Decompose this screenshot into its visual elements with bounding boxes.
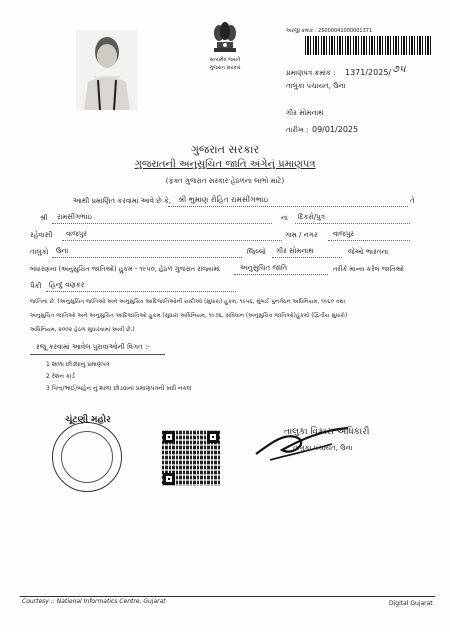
issue-date-label: તારીખ : xyxy=(286,126,309,134)
father-prefix: શ્રી xyxy=(40,214,48,222)
document-item: 1 શાળા છોડ્યાનું પ્રમાણપત્ર xyxy=(46,361,110,368)
seal-text: ચૂંટણી મહોર xyxy=(65,415,111,425)
application-number: અરજી ક્રમાંક : 25000041000001371 xyxy=(286,28,373,34)
village-town-label: ગામ / નગર xyxy=(285,231,318,239)
caste-category: અનુસુચિત જાતિ xyxy=(240,264,288,272)
footer-courtesy: Courtesy :: National Informatics Centre, Gujarat xyxy=(22,598,166,605)
district-name: ગીર સોમનાથ xyxy=(286,109,324,117)
emblem-caption-gov: ગુજરાત સરકાર xyxy=(209,65,241,71)
officer-office: તાલુકા પંચાયત, ઉના xyxy=(293,444,353,452)
district-value: ગીર સોમનાથ xyxy=(276,247,314,255)
state-emblem-icon xyxy=(208,18,242,56)
resident-label: રહેવાસી xyxy=(30,231,53,239)
issue-date: 09/01/2025 xyxy=(312,125,359,134)
document-item: 3 પિતા/ભાઈ/બહેન નું શાળા છોડવાનાં પ્રમાણપત્રની ખરી નકલ xyxy=(46,385,192,392)
category-suffix: તરીકે માન્ય કરેલ જાતિઓ xyxy=(333,265,405,273)
taluka-value: ઉના xyxy=(56,247,69,255)
certificate-subtitle: (ફક્ત ગુજરાત સરકાર હેઠળના લાભો માટે) xyxy=(165,177,285,185)
documents-heading: રજૂ કરવામાં આવેલ પુરાવાઓની વિગત :- xyxy=(36,343,150,351)
legal-paragraph-line-3: અધિનિયમ, ૨૦૦૨ હેઠળ સુધારવામાં આવી છે.) xyxy=(30,327,135,333)
taluka-label: તાલુકો xyxy=(30,248,49,256)
taluka-office: તાલુકા પંચાયત, ઉના xyxy=(286,82,346,90)
constitution-order-text: બંધારણના (અનુસુચિત જાતિઓ) હુકમ - ૧૯૫૦, હેઠળ ગુજરાત રાજ્યમાં xyxy=(30,265,220,273)
official-seal xyxy=(52,415,122,492)
certificate-number: 1371/2025/ xyxy=(345,68,392,77)
barcode xyxy=(305,36,433,55)
relation-value: દિકરો/પુત્ર xyxy=(298,213,326,221)
certificate-title: ગુજરાતની અનુસુચિત જાતિ અંગેનું પ્રમાણપત્ર xyxy=(134,159,316,170)
village-town-value: વાજપુર xyxy=(333,230,354,238)
relation-mid: ના xyxy=(281,214,288,222)
officer-title: તાલુકા વિકાસ અધિકારી xyxy=(284,427,370,437)
legal-paragraph-line-2: અનુસુચિત જાતિઓ અને અનુસુચિત આદિજાતિઓ હુકમ (સુધારા અધિનિયમ, ૧૯૭૬, સંવિધાન (અનુસુચિત જાતિઓ)હુકમો (દ્વિતીય સુધારો) xyxy=(30,313,348,319)
district-suffix: જેઓ ભારતના xyxy=(348,248,389,256)
applicant-photo xyxy=(76,30,138,110)
among-label: પૈકી xyxy=(30,282,42,290)
caste-name: હિન્દુ વણકર xyxy=(49,281,85,289)
resident-village: વાજપુર xyxy=(66,230,87,238)
holder-name: શ્રી ભુમાણ રોહિત રામસીંગભાઇ xyxy=(178,195,269,204)
legal-paragraph-line-1: જાતિના છે. (અનુસુચિત જાતિઓ અને અનુસુચિત આદિજાતિઓની યાદીઓ (સુધારા) હુકમ, ૧૯૫૬, મુંબઈ પુનર્ગઠન અધિનિયમ, ૧૯૬૦ તથા xyxy=(30,299,346,305)
government-title: ગુજરાત સરકાર xyxy=(190,143,260,156)
district-label: જિલ્લો xyxy=(247,248,266,256)
certificate-number-handwritten: ૭૫ xyxy=(392,64,406,75)
father-name: રામસીંગભાઇ xyxy=(57,213,92,221)
emblem-caption: સત્યમેવ જયતે xyxy=(209,57,241,63)
intro-suffix: તે xyxy=(410,197,415,205)
qr-code xyxy=(162,430,220,486)
footer-brand: Digital Gujarat xyxy=(389,600,433,607)
certificate-number-label: પ્રમાણપત્ર ક્રમાંક : xyxy=(286,69,336,77)
document-item: 2 રેશન કાર્ડ xyxy=(46,373,75,380)
intro-text: આથી પ્રમાણિત કરવામાં આવે છે કે, xyxy=(73,197,172,205)
